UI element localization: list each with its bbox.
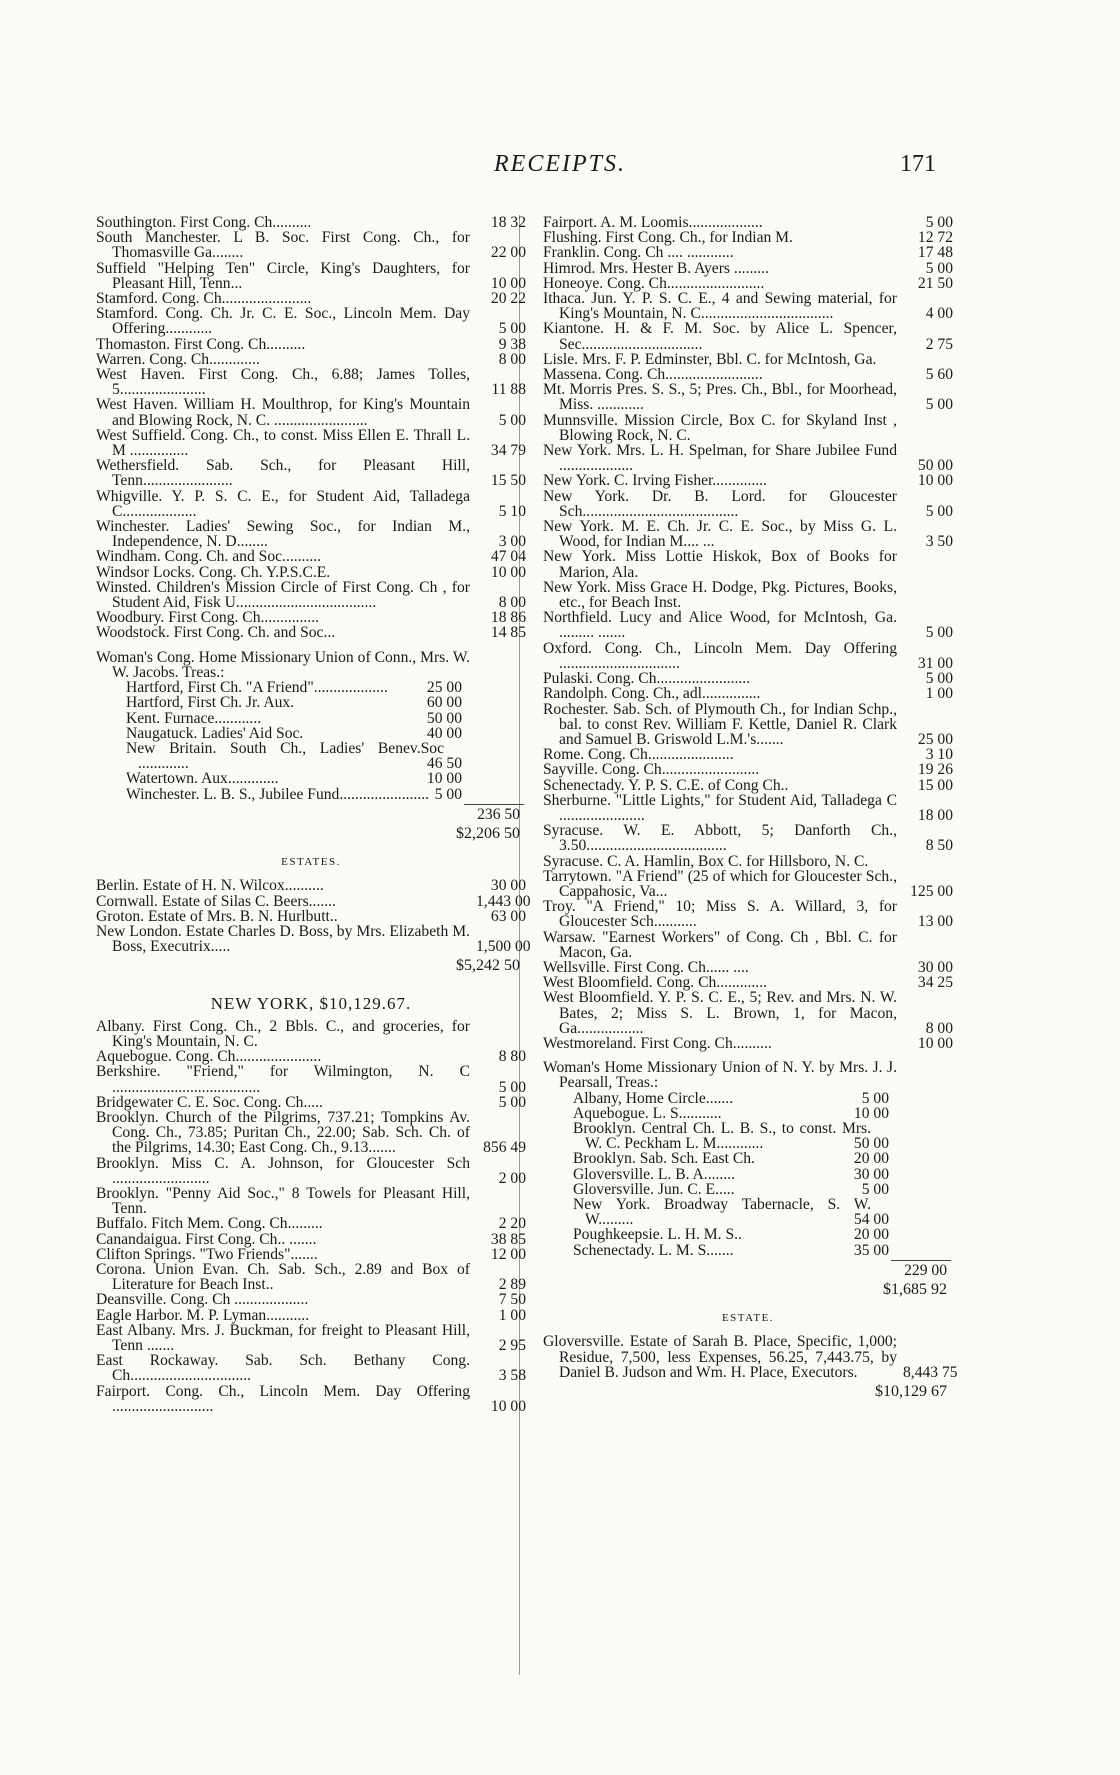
- entry-amount: 2 89: [498, 1276, 526, 1294]
- entry-amount: 34 25: [917, 974, 953, 992]
- entry-amount: 18 00: [917, 806, 953, 824]
- entry-amount: 3 58: [498, 1367, 526, 1385]
- entry-row: [96, 230, 526, 260]
- entry-row: [96, 1019, 526, 1049]
- page-number: 171: [900, 151, 936, 177]
- entry-amount: 1 00: [498, 1306, 526, 1324]
- entry-amount: 1 00: [925, 685, 953, 703]
- entry-amount: 10 00: [917, 1034, 953, 1052]
- entry-text: Pulaski. Cong. Ch........................: [543, 670, 751, 688]
- entry-text: Suffield "Helping Ten" Circle, King's Daughters, for Pleasant Hill, Tenn...: [96, 259, 470, 292]
- entry-amount: 856 49: [483, 1139, 526, 1157]
- entry-amount: 63 00: [490, 907, 526, 925]
- entry-row: [543, 990, 953, 1036]
- entry-text: Aquebogue. Cong. Ch......................: [96, 1048, 322, 1066]
- entry-text: Hartford, First Ch. Jr. Aux.: [126, 694, 295, 712]
- entry-text: Aquebogue. L. S...........: [573, 1104, 722, 1122]
- entry-amount: 10 00: [490, 1397, 526, 1415]
- left-union-intro: Woman's Cong. Home Missionary Union of Conn., Mrs. W. W. Jacobs. Treas.:: [96, 648, 470, 681]
- entry-text: New Britain. South Ch., Ladies' Benev.Soc .............: [126, 739, 444, 773]
- entry-row: [543, 321, 953, 351]
- entry-row: [543, 519, 953, 549]
- entry-row: [543, 854, 953, 869]
- entry-row: [96, 428, 526, 458]
- entry-text: Flushing. First Cong. Ch., for Indian M.: [543, 229, 793, 247]
- entry-text: Fairport. Cong. Ch., Lincoln Mem. Day Offering ..........................: [96, 1382, 470, 1415]
- entry-text: Hartford, First Ch. "A Friend"...................: [126, 679, 388, 697]
- entry-row: [543, 367, 953, 382]
- entry-row: [543, 215, 953, 230]
- entry-text: Kiantone. H. & F. M. Soc. by Alice L. Spencer, Sec...............................: [543, 320, 897, 353]
- entry-text: Massena. Cong. Ch.........................: [543, 366, 763, 384]
- entry-amount: 8 50: [925, 837, 953, 855]
- entry-row: [96, 1110, 526, 1156]
- entry-text: New York. Miss Lottie Hiskok, Box of Books for Marion, Ala.: [543, 548, 897, 581]
- entry-row: [543, 291, 953, 321]
- entry-text: East Albany. Mrs. J. Buckman, for freight to Pleasant Hill, Tenn .......: [96, 1321, 470, 1355]
- entry-text: Brooklyn. Church of the Pilgrims, 737.21; Tompkins Av. Cong. Ch., 73.85; Puritan Ch., 22.00; Sab. Sch. Ch. of the Pilgrims, 14.30; East Cong. Ch., 9.13.......: [96, 1108, 470, 1157]
- entry-text: Wellsville. First Cong. Ch...... ....: [543, 958, 749, 976]
- entry-row: [543, 1151, 953, 1166]
- entry-row: [96, 711, 526, 726]
- entry-amount: 20 00: [853, 1226, 889, 1244]
- entry-text: Warsaw. "Earnest Workers" of Cong. Ch , Bbl. C. for Macon, Ga.: [543, 928, 897, 961]
- entry-text: Albany, Home Circle.......: [573, 1089, 734, 1107]
- entry-text: West Bloomfield. Y. P. S. C. E., 5; Rev. and Mrs. N. W. Bates, 2; Miss S. L. Brown, 1, for Macon, Ga.................: [543, 989, 897, 1037]
- entry-row: [96, 610, 526, 625]
- entry-text: Berkshire. "Friend," for Wilmington, N. C ......................................: [96, 1063, 470, 1096]
- estates-total: $5,242 50: [456, 957, 520, 975]
- entry-row: [543, 960, 953, 975]
- entry-row: [96, 1292, 526, 1307]
- entry-text: Gloversville. L. B. A........: [573, 1165, 735, 1183]
- entry-text: Sherburne. "Little Lights," for Student Aid, Talladega C ......................: [543, 791, 897, 824]
- entry-text: New York. Broadway Tabernacle, S. W. W.........: [573, 1196, 871, 1229]
- entry-text: Honeoye. Cong. Ch.........................: [543, 274, 765, 292]
- entry-amount: 25 00: [426, 679, 462, 697]
- entry-row: [96, 489, 526, 519]
- entry-row: [96, 892, 531, 910]
- entry-text: Gloversville. Jun. C. E.....: [573, 1180, 735, 1198]
- entry-row: [543, 549, 953, 579]
- left-union-total: 236 50: [477, 805, 520, 823]
- entry-amount: 54 00: [853, 1211, 889, 1229]
- entry-amount: 5 00: [925, 214, 953, 231]
- entry-text: Stamford. Cong. Ch.......................: [96, 290, 312, 308]
- entry-row: [96, 695, 526, 710]
- entry-row: [543, 1106, 953, 1121]
- entry-text: Tarrytown. "A Friend" (25 of which for Gloucester Sch., Cappahosic, Va...: [543, 867, 897, 900]
- entry-amount: 35 00: [853, 1241, 889, 1259]
- entry-amount: 5 00: [861, 1180, 889, 1198]
- entry-text: Eagle Harbor. M. P. Lyman...........: [96, 1306, 310, 1324]
- entry-row: [543, 778, 953, 793]
- entry-row: [543, 245, 953, 260]
- entry-text: Ithaca. Jun. Y. P. S. C. E., 4 and Sewing material, for King's Mountain, N. C..................................: [543, 290, 897, 323]
- entry-text: Winchester. L. B. S., Jubilee Fund.......................: [126, 785, 429, 803]
- entry-row: [543, 413, 953, 443]
- entry-row: [543, 975, 953, 990]
- entry-text: Sayville. Cong. Ch.........................: [543, 761, 760, 779]
- entry-text: Stamford. Cong. Ch. Jr. C. E. Soc., Lincoln Mem. Day Offering............: [96, 305, 470, 338]
- entry-amount: 10 00: [426, 770, 462, 788]
- entry-amount: 2 00: [498, 1169, 526, 1187]
- right-union: [543, 1060, 953, 1258]
- new-york-heading: NEW YORK, $10,129.67.: [210, 993, 412, 1013]
- estate-entry: [543, 1333, 958, 1381]
- page-title: RECEIPTS.: [494, 151, 626, 177]
- entry-text: Groton. Estate of Mrs. B. N. Hurlbutt..: [96, 907, 338, 925]
- entry-text: Corona. Union Evan. Ch. Sab. Sch., 2.89 and Box of Literature for Beach Inst..: [96, 1261, 470, 1294]
- entry-amount: 2 95: [498, 1337, 526, 1355]
- entry-row: [96, 1247, 526, 1262]
- entry-amount: 40 00: [426, 724, 462, 742]
- entry-amount: 10 00: [917, 472, 953, 490]
- entry-text: Oxford. Cong. Ch., Lincoln Mem. Day Offering ...............................: [543, 639, 897, 672]
- entry-text: Troy. "A Friend," 10; Miss S. A. Willard, 3, for Gloucester Sch...........: [543, 898, 897, 931]
- entry-row: [543, 1227, 953, 1242]
- entry-amount: 30 00: [853, 1165, 889, 1183]
- entry-text: Brooklyn. Central Ch. L. B. S., to const. Mrs. W. C. Peckham L. M............: [573, 1119, 871, 1153]
- entry-row: [96, 1232, 526, 1247]
- entry-row: [543, 1091, 953, 1106]
- entry-text: Berlin. Estate of H. N. Wilcox..........: [96, 877, 324, 895]
- entry-amount: 10 00: [490, 274, 526, 292]
- entry-amount: 31 00: [917, 654, 953, 672]
- entry-amount: 22 00: [490, 244, 526, 262]
- entry-row: [96, 1384, 526, 1414]
- entry-row: [96, 397, 526, 427]
- entry-amount: 30 00: [490, 877, 526, 895]
- right-union-intro: Woman's Home Missionary Union of N. Y. by Mrs. J. J. Pearsall, Treas.:: [543, 1059, 897, 1092]
- entry-row: [96, 1308, 526, 1323]
- entry-amount: 50 00: [853, 1135, 889, 1153]
- entry-amount: 38 85: [490, 1230, 526, 1248]
- left-estates: [96, 877, 531, 956]
- entry-amount: 17 48: [917, 244, 953, 262]
- entry-text: Watertown. Aux.............: [126, 770, 279, 788]
- entry-text: Winchester. Ladies' Sewing Soc., for Indian M., Independence, N. D........: [96, 518, 470, 551]
- entry-text: Clifton Springs. "Two Friends".......: [96, 1245, 318, 1263]
- entry-amount: 20 22: [490, 290, 526, 308]
- entry-text: Windham. Cong. Ch. and Soc..........: [96, 548, 322, 566]
- entry-text: Deansville. Cong. Ch ...................: [96, 1291, 309, 1309]
- entry-text: Himrod. Mrs. Hester B. Ayers .........: [543, 259, 769, 277]
- entry-row: [543, 869, 953, 899]
- entry-row: [543, 899, 953, 929]
- entry-amount: 34 79: [490, 442, 526, 460]
- entry-row: [543, 671, 953, 686]
- entry-amount: 9 38: [498, 335, 526, 353]
- entry-row: [96, 1216, 526, 1231]
- entry-row: [96, 352, 526, 367]
- entry-row: [96, 261, 526, 291]
- entry-row: [96, 519, 526, 549]
- entry-amount: 5 00: [861, 1089, 889, 1107]
- entry-row: [543, 930, 953, 960]
- entry-row: [543, 230, 953, 245]
- entry-text: Thomaston. First Cong. Ch..........: [96, 335, 306, 353]
- entry-row: [543, 489, 953, 519]
- entry-row: [543, 382, 953, 412]
- entry-row: [96, 1186, 526, 1216]
- entry-amount: 7 50: [498, 1291, 526, 1309]
- right-column: [543, 214, 958, 1401]
- entry-row: [96, 771, 526, 786]
- entry-row: [96, 1262, 526, 1292]
- entry-row: [543, 610, 953, 640]
- entry-row: [543, 823, 953, 853]
- entry-text: Schenectady. L. M. S.......: [573, 1241, 734, 1259]
- left-column: [96, 214, 531, 1415]
- entry-row: [543, 261, 953, 276]
- entry-row: [543, 747, 953, 762]
- right-sub-total: $1,685 92: [883, 1281, 947, 1299]
- entry-text: Wethersfield. Sab. Sch., for Pleasant Hill, Tenn.......................: [96, 457, 470, 490]
- entry-amount: 3 50: [925, 533, 953, 551]
- entry-amount: 18 86: [490, 609, 526, 627]
- entry-row: [543, 276, 953, 291]
- entry-row: [96, 580, 526, 610]
- entry-row: [543, 1243, 953, 1258]
- entry-text: Albany. First Cong. Ch., 2 Bbls. C., and groceries, for King's Mountain, N. C.: [96, 1017, 470, 1050]
- entry-amount: 5 00: [925, 396, 953, 414]
- entry-amount: 12 72: [917, 229, 953, 247]
- entry-amount: 5 00: [498, 1078, 526, 1096]
- entry-amount: 47 04: [490, 548, 526, 566]
- entry-row: [96, 306, 526, 336]
- entry-row: [96, 922, 531, 956]
- entry-text: Woodstock. First Cong. Ch. and Soc...: [96, 624, 336, 642]
- entry-text: New London. Estate Charles D. Boss, by Mrs. Elizabeth M. Boss, Executrix.....: [96, 922, 470, 956]
- entry-amount: 125 00: [910, 882, 953, 900]
- entry-text: Lisle. Mrs. F. P. Edminster, Bbl. C. for McIntosh, Ga.: [543, 350, 877, 368]
- entry-amount: 50 00: [426, 709, 462, 727]
- entry-text: Cornwall. Estate of Silas C. Beers.......: [96, 892, 336, 910]
- entry-row: [96, 1353, 526, 1383]
- entry-amount: 2 75: [925, 335, 953, 353]
- entry-amount: 8 00: [498, 350, 526, 368]
- entry-text: West Suffield. Cong. Ch., to const. Miss Ellen E. Thrall L. M ...............: [96, 426, 470, 460]
- entry-text: Brooklyn. Sab. Sch. East Ch.: [573, 1150, 755, 1168]
- entry-text: Brooklyn. Miss C. A. Johnson, for Gloucester Sch .........................: [96, 1154, 470, 1187]
- entry-row: [96, 1049, 526, 1064]
- entry-text: West Bloomfield. Cong. Ch.............: [543, 974, 767, 992]
- entry-text: Canandaigua. First Cong. Ch.. .......: [96, 1230, 317, 1248]
- entry-amount: 2 20: [498, 1215, 526, 1233]
- entry-text: Syracuse. W. E. Abbott, 5; Danforth Ch., 3.50....................................: [543, 822, 897, 855]
- estate-amount: 8,443 75: [903, 1363, 958, 1381]
- entry-amount: 5 00: [498, 1093, 526, 1111]
- entry-row: [96, 741, 526, 771]
- new-york-entries: [96, 1019, 526, 1414]
- entry-amount: 12 00: [490, 1245, 526, 1263]
- entry-row: [543, 352, 953, 367]
- entry-amount: 5 00: [498, 320, 526, 338]
- entry-amount: 5 00: [498, 411, 526, 429]
- entry-text: New York. C. Irving Fisher..............: [543, 472, 767, 490]
- entry-text: Buffalo. Fitch Mem. Cong. Ch.........: [96, 1215, 323, 1233]
- entry-text: West Haven. William H. Moulthrop, for King's Mountain and Blowing Rock, N. C. ........................: [96, 396, 470, 429]
- left-state-total: $2,206 50: [456, 824, 520, 842]
- entry-text: West Haven. First Cong. Ch., 6.88; James Tolles, 5......................: [96, 366, 470, 399]
- entry-row: [96, 878, 526, 893]
- entry-amount: 10 00: [853, 1104, 889, 1122]
- entry-text: Winsted. Children's Mission Circle of First Cong. Ch , for Student Aid, Fisk U....................................: [96, 578, 470, 612]
- entry-row: [96, 1064, 526, 1094]
- entry-text: Franklin. Cong. Ch .... ............: [543, 244, 734, 262]
- entry-row: [543, 686, 953, 701]
- entry-row: [96, 458, 526, 488]
- estate-text: Gloversville. Estate of Sarah B. Place, Specific, 1,000; Residue, 7,500, less Expenses, 56.25, 7,443.75, by Daniel B. Judson and Wm. H. Place, Executors.: [543, 1333, 897, 1381]
- entry-text: Southington. First Cong. Ch..........: [96, 214, 312, 231]
- right-union-items: [543, 1091, 953, 1258]
- entry-amount: 20 00: [853, 1150, 889, 1168]
- entry-text: Randolph. Cong. Ch., adl...............: [543, 685, 761, 703]
- entry-amount: 5 00: [925, 670, 953, 688]
- right-union-total: 229 00: [904, 1261, 947, 1279]
- entry-amount: 25 00: [917, 730, 953, 748]
- entry-row: [543, 580, 953, 610]
- entry-amount: 60 00: [426, 694, 462, 712]
- entry-text: New York. M. E. Ch. Jr. C. E. Soc., by Miss G. L. Wood, for Indian M.... ...: [543, 518, 897, 551]
- entry-text: Rochester. Sab. Sch. of Plymouth Ch., for Indian Schp., bal. to const Rev. William F. Kettle, Daniel R. Clark and Samuel B. Griswold L.M.'s.......: [543, 700, 897, 748]
- right-entries: [543, 215, 953, 1051]
- entry-row: [543, 702, 953, 748]
- entry-amount: 30 00: [917, 958, 953, 976]
- entry-amount: 18 32: [490, 214, 526, 231]
- entry-text: Northfield. Lucy and Alice Wood, for McIntosh, Ga. ......... .......: [543, 609, 897, 642]
- entry-row: [96, 1095, 526, 1110]
- entry-amount: 5 00: [925, 502, 953, 520]
- entry-amount: 14 85: [490, 624, 526, 642]
- entry-amount: 5 00: [925, 624, 953, 642]
- entry-amount: 13 00: [917, 913, 953, 931]
- entry-text: Rome. Cong. Ch......................: [543, 746, 734, 764]
- total-rule: [464, 804, 524, 805]
- entry-text: Bridgewater C. E. Soc. Cong. Ch.....: [96, 1093, 323, 1111]
- entry-text: Brooklyn. "Penny Aid Soc.," 8 Towels for Pleasant Hill, Tenn.: [96, 1184, 470, 1218]
- entry-row: [96, 215, 526, 230]
- entry-row: [543, 793, 953, 823]
- entry-row: [543, 1121, 953, 1151]
- entry-amount: 8 00: [498, 594, 526, 612]
- entry-amount: 19 26: [917, 761, 953, 779]
- entry-amount: 8 00: [925, 1019, 953, 1037]
- entry-text: Windsor Locks. Cong. Ch. Y.P.S.C.E.: [96, 563, 331, 581]
- entry-row: [543, 762, 953, 777]
- entry-row: [96, 549, 526, 564]
- entry-text: Whigville. Y. P. S. C. E., for Student Aid, Talladega C...................: [96, 487, 470, 520]
- entry-text: Westmoreland. First Cong. Ch..........: [543, 1034, 772, 1052]
- right-state-total: $10,129 67: [875, 1383, 947, 1401]
- left-union-items: [96, 680, 526, 802]
- entry-amount: 5 60: [925, 366, 953, 384]
- entry-amount: 5 10: [498, 502, 526, 520]
- entry-amount: 3 00: [498, 533, 526, 551]
- entry-amount: 21 50: [917, 274, 953, 292]
- entry-amount: 1,443 00: [476, 892, 531, 910]
- left-entries: [96, 215, 526, 641]
- estate-heading: ESTATE.: [721, 1312, 775, 1325]
- total-rule: [891, 1260, 951, 1261]
- entry-row: [96, 565, 526, 580]
- entry-row: [96, 909, 526, 924]
- entry-row: [96, 1323, 526, 1353]
- entry-text: Mt. Morris Pres. S. S., 5; Pres. Ch., Bbl., for Moorhead, Miss. ............: [543, 381, 897, 414]
- entry-amount: 15 00: [917, 776, 953, 794]
- entry-row: [543, 1167, 953, 1182]
- entry-amount: 3 10: [925, 746, 953, 764]
- entry-row: [96, 291, 526, 306]
- entry-row: [96, 337, 526, 352]
- entry-row: [96, 367, 526, 397]
- entry-amount: 4 00: [925, 305, 953, 323]
- entry-amount: 46 50: [426, 755, 462, 773]
- entry-row: [543, 473, 953, 488]
- entry-row: [96, 680, 526, 695]
- entry-amount: 50 00: [917, 457, 953, 475]
- entry-row: [96, 787, 526, 802]
- entry-text: New York. Dr. B. Lord. for Gloucester Sch........................................: [543, 487, 897, 520]
- entry-amount: 5 00: [925, 259, 953, 277]
- entry-text: New York. Miss Grace H. Dodge, Pkg. Pictures, Books, etc., for Beach Inst.: [543, 578, 897, 612]
- entry-text: New York. Mrs. L. H. Spelman, for Share Jubilee Fund ...................: [543, 442, 897, 475]
- entry-text: Fairport. A. M. Loomis...................: [543, 214, 763, 231]
- entry-row: [96, 726, 526, 741]
- entry-text: Woodbury. First Cong. Ch...............: [96, 609, 319, 627]
- entry-row: [543, 443, 953, 473]
- entry-text: Naugatuck. Ladies' Aid Soc.: [126, 724, 304, 742]
- entry-row: [543, 641, 953, 671]
- entry-text: Schenectady. Y. P. S. C.E. of Cong Ch..: [543, 776, 789, 794]
- entry-text: South Manchester. L B. Soc. First Cong. Ch., for Thomasville Ga........: [96, 229, 470, 262]
- entry-amount: 5 00: [434, 785, 462, 803]
- entry-text: Munnsville. Mission Circle, Box C. for Skyland Inst , Blowing Rock, N. C.: [543, 411, 897, 444]
- entry-text: East Rockaway. Sab. Sch. Bethany Cong. Ch...............................: [96, 1352, 470, 1385]
- entry-amount: 11 88: [491, 381, 526, 399]
- entry-row: [543, 1182, 953, 1197]
- estates-heading: ESTATES.: [281, 856, 341, 869]
- entry-amount: 15 50: [490, 472, 526, 490]
- left-union: [96, 650, 526, 802]
- entry-row: [96, 625, 526, 640]
- entry-amount: 8 80: [498, 1048, 526, 1066]
- entry-text: Syracuse. C. A. Hamlin, Box C. for Hillsboro, N. C.: [543, 852, 869, 870]
- entry-text: Poughkeepsie. L. H. M. S..: [573, 1226, 742, 1244]
- entry-amount: 1,500 00: [476, 938, 531, 956]
- entry-row: [96, 1156, 526, 1186]
- entry-row: [543, 1197, 953, 1227]
- entry-row: [543, 1036, 953, 1051]
- entry-text: Warren. Cong. Ch.............: [96, 350, 260, 368]
- entry-amount: 10 00: [490, 563, 526, 581]
- entry-text: Kent. Furnace............: [126, 709, 262, 727]
